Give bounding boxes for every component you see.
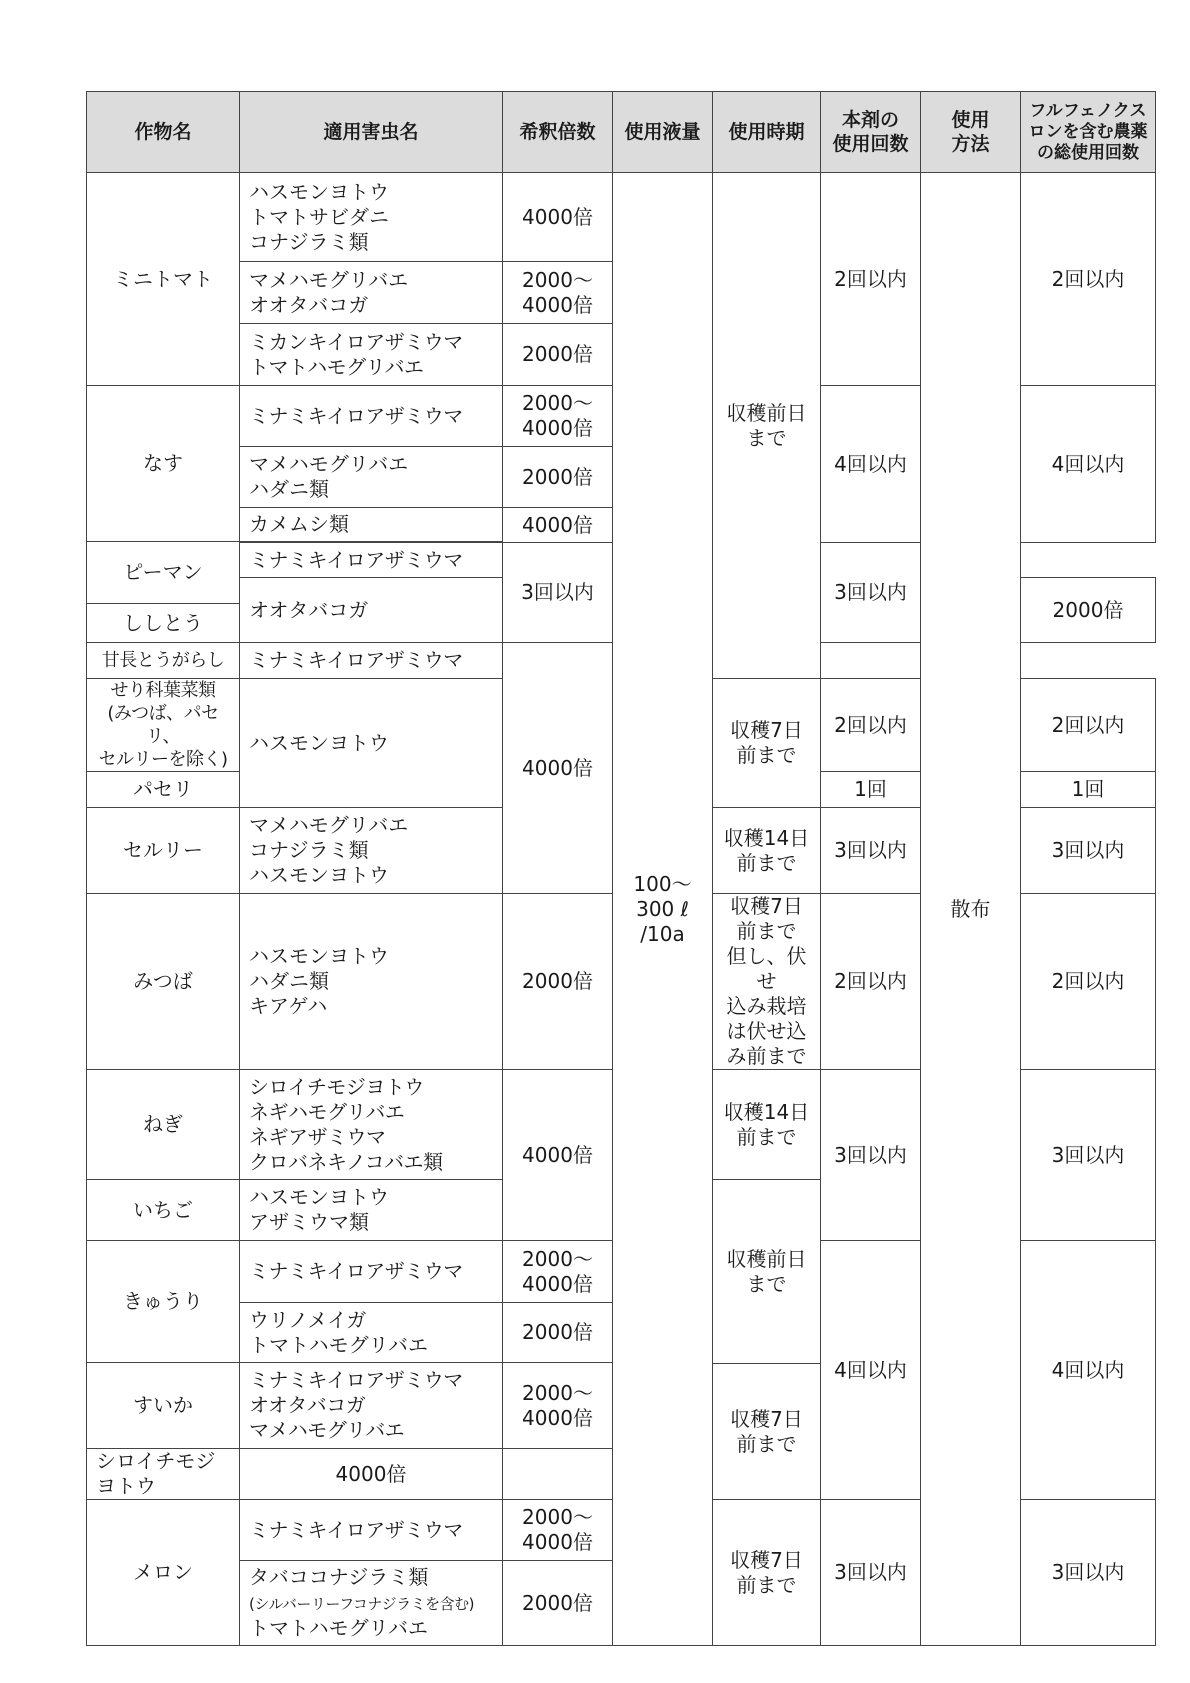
- crop-cell: パセリ: [87, 772, 240, 808]
- dilution-cell: 4000倍: [503, 1070, 613, 1241]
- pest-cell: マメハモグリバエ ハダニ類: [240, 447, 503, 508]
- total-count-cell: 2回以内: [1021, 894, 1156, 1070]
- total-count-cell: 3回以内: [1021, 1070, 1156, 1241]
- pest-note: (シルバーリーフコナジラミを含む): [249, 1595, 474, 1613]
- crop-cell: セルリー: [87, 808, 240, 894]
- pest-cell: マメハモグリバエ コナジラミ類 ハスモンヨトウ: [240, 808, 503, 894]
- timing-cell: 収穫14日 前まで: [713, 1070, 821, 1180]
- timing-cell: 収穫14日 前まで: [713, 808, 821, 894]
- method-cell: 散布: [921, 173, 1021, 1646]
- pest-name: タバココナジラミ類: [249, 1565, 429, 1589]
- total-count-cell: 3回以内: [1021, 808, 1156, 894]
- crop-cell: メロン: [87, 1500, 240, 1646]
- pest-cell: シロイチモジヨトウ ネギハモグリバエ ネギアザミウマ クロバネキノコバエ類: [240, 1070, 503, 1180]
- dilution-cell: 4000倍: [503, 173, 613, 262]
- header-pest: 適用害虫名: [240, 92, 503, 173]
- crop-cell: いちご: [87, 1180, 240, 1241]
- total-count-cell: 4回以内: [1021, 386, 1156, 543]
- pest-cell: ミカンキイロアザミウマ トマトハモグリバエ: [240, 324, 503, 386]
- timing-cell: 収穫前日 まで: [713, 173, 821, 679]
- header-timing: 使用時期: [713, 92, 821, 173]
- count-cell: 3回以内: [821, 1070, 921, 1241]
- count-cell: 3回以内: [821, 808, 921, 894]
- pest-cell: ミナミキイロアザミウマ オオタバコガ マメハモグリバエ: [240, 1363, 503, 1449]
- pest-cell: ハスモンヨトウ ハダニ類 キアゲハ: [240, 894, 503, 1070]
- volume-cell: 100〜 300 ℓ /10a: [613, 173, 713, 1646]
- header-count: 本剤の 使用回数: [821, 92, 921, 173]
- header-row: [87, 92, 1156, 173]
- crop-cell: なす: [87, 386, 240, 542]
- total-count-cell: 3回以内: [821, 543, 921, 643]
- dilution-cell: 2000倍: [503, 324, 613, 386]
- dilution-cell: 2000〜 4000倍: [503, 1363, 613, 1449]
- pest-cell: ハスモンヨトウ トマトサビダニ コナジラミ類: [240, 173, 503, 262]
- pest-cell: ミナミキイロアザミウマ: [240, 543, 503, 578]
- pesticide-usage-table: [86, 91, 1156, 1646]
- header-method: 使用 方法: [921, 92, 1021, 173]
- dilution-cell: 2000〜 4000倍: [503, 1241, 613, 1303]
- crop-cell: ししとう: [87, 604, 240, 643]
- timing-cell: 収穫7日 前まで 但し、伏せ 込み栽培 は伏せ込 み前まで: [713, 894, 821, 1070]
- crop-cell: みつば: [87, 894, 240, 1070]
- pest-cell: ミナミキイロアザミウマ: [240, 1500, 503, 1561]
- dilution-cell: 2000〜 4000倍: [503, 1500, 613, 1561]
- crop-cell: ピーマン: [87, 542, 240, 604]
- header-dilution: 希釈倍数: [503, 92, 613, 173]
- pest-cell: ミナミキイロアザミウマ: [240, 386, 503, 447]
- pest-cell: ミナミキイロアザミウマ: [240, 1241, 503, 1303]
- pest-cell: シロイチモジヨトウ: [87, 1449, 240, 1500]
- count-cell: 3回以内: [503, 543, 613, 643]
- timing-cell: 収穫7日 前まで: [713, 1500, 821, 1646]
- dilution-cell: 4000倍: [503, 508, 613, 543]
- pest-cell: ウリノメイガ トマトハモグリバエ: [240, 1303, 503, 1363]
- table-row: [87, 173, 1156, 262]
- count-cell: 2回以内: [821, 173, 921, 386]
- dilution-cell: 2000倍: [503, 1303, 613, 1363]
- pest-cell: マメハモグリバエ オオタバコガ: [240, 262, 503, 324]
- header-crop: 作物名: [87, 92, 240, 173]
- count-cell: 1回: [821, 772, 921, 808]
- pest-cell: オオタバコガ: [240, 578, 503, 643]
- pest-cell: カメムシ類: [240, 508, 503, 542]
- dilution-cell: 2000倍: [503, 1561, 613, 1646]
- timing-cell: 収穫7日 前まで: [713, 679, 821, 808]
- header-total-count: フルフェノクス ロンを含む農薬 の総使用回数: [1021, 92, 1156, 173]
- count-cell: 4回以内: [821, 1241, 921, 1500]
- dilution-cell: 2000倍: [503, 894, 613, 1070]
- count-cell: 2回以内: [821, 894, 921, 1070]
- dilution-cell: 2000〜 4000倍: [503, 262, 613, 324]
- timing-cell: 収穫7日 前まで: [713, 1364, 821, 1500]
- pest-cell: ハスモンヨトウ: [240, 679, 503, 808]
- crop-cell: せり科葉菜類 (みつば、パセリ、 セルリーを除く): [87, 679, 240, 772]
- count-cell: 4回以内: [821, 386, 921, 543]
- total-count-cell: 2回以内: [1021, 173, 1156, 386]
- crop-cell: すいか: [87, 1363, 240, 1449]
- pest-cell: ミナミキイロアザミウマ: [240, 643, 503, 679]
- total-count-cell: 3回以内: [1021, 1500, 1156, 1646]
- count-cell: 2回以内: [821, 679, 921, 772]
- crop-cell: きゅうり: [87, 1241, 240, 1363]
- total-count-cell: 2回以内: [1021, 679, 1156, 772]
- header-volume: 使用液量: [613, 92, 713, 173]
- total-count-cell: 1回: [1021, 772, 1156, 808]
- dilution-cell: 2000倍: [1021, 578, 1156, 643]
- pest-cell: ハスモンヨトウ アザミウマ類: [240, 1180, 503, 1241]
- count-cell: 3回以内: [821, 1500, 921, 1646]
- crop-cell: ねぎ: [87, 1070, 240, 1180]
- dilution-cell: 2000倍: [503, 447, 613, 508]
- dilution-cell: 2000〜 4000倍: [503, 386, 613, 447]
- pest-cell: [240, 1561, 503, 1646]
- timing-cell: 収穫前日 まで: [713, 1180, 821, 1364]
- total-count-cell: 4回以内: [1021, 1241, 1156, 1500]
- dilution-cell: 4000倍: [503, 643, 613, 894]
- crop-cell: 甘長とうがらし: [87, 643, 240, 679]
- pest-name: トマトハモグリバエ: [249, 1616, 428, 1640]
- dilution-cell: 4000倍: [240, 1449, 503, 1500]
- crop-cell: ミニトマト: [87, 173, 240, 386]
